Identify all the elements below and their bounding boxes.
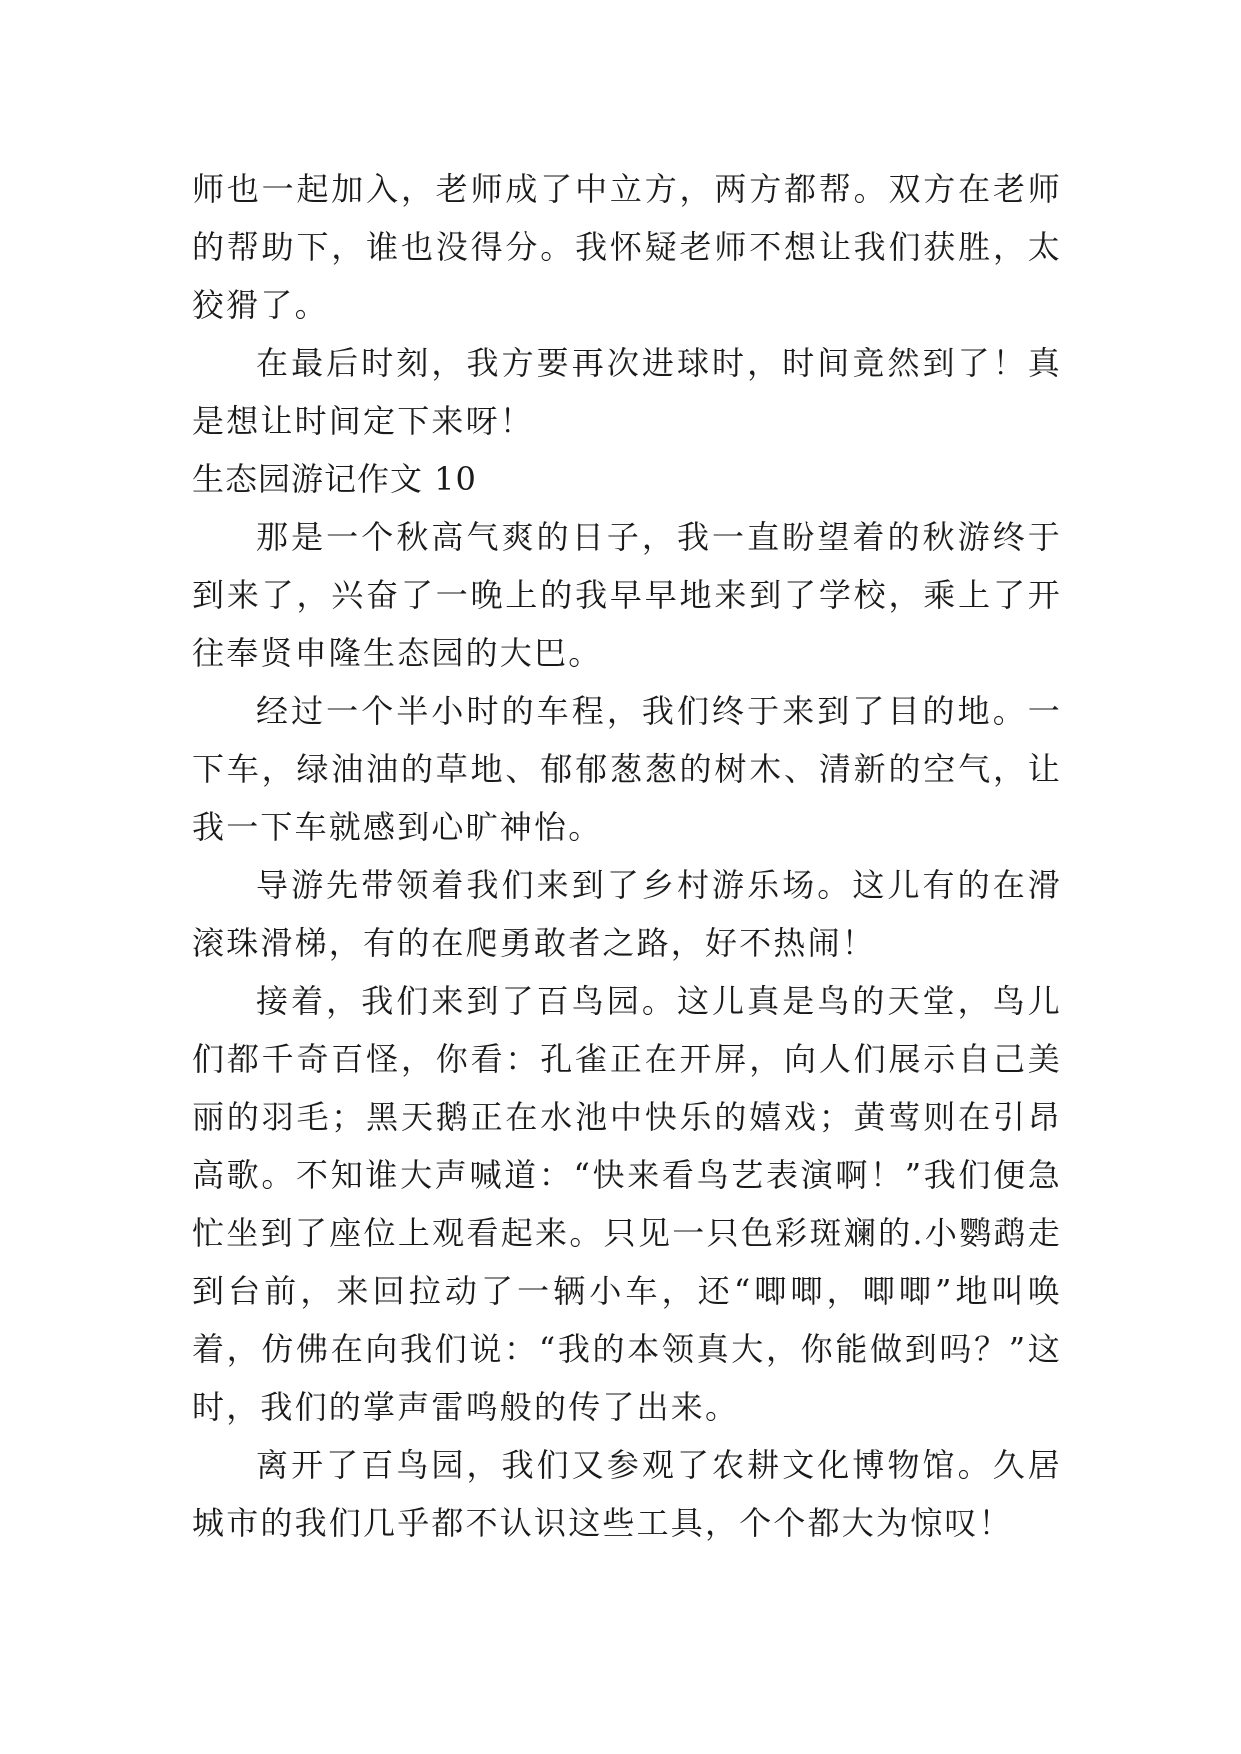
paragraph: 离开了百鸟园，我们又参观了农耕文化博物馆。久居城市的我们几乎都不认识这些工具，个个都大为惊叹！ bbox=[192, 1446, 1062, 1542]
paragraph: 经过一个半小时的车程，我们终于来到了目的地。一下车，绿油油的草地、郁郁葱葱的树木、清新的空气，让我一下车就感到心旷神怡。 bbox=[192, 692, 1062, 846]
paragraph: 导游先带领着我们来到了乡村游乐场。这儿有的在滑滚珠滑梯，有的在爬勇敢者之路，好不热闹！ bbox=[192, 866, 1062, 962]
paragraph: 接着，我们来到了百鸟园。这儿真是鸟的天堂，鸟儿们都千奇百怪，你看：孔雀正在开屏，向人们展示自己美丽的羽毛；黑天鹅正在水池中快乐的嬉戏；黄莺则在引昂高歌。不知谁大声喊道：“快来看鸟艺表演啊！”我们便急忙坐到了座位上观看起来。只见一只色彩斑斓的.小鹦鹉走到台前，来回拉动了一辆小车，还“唧唧，唧唧”地叫唤着，仿佛在向我们说：“我的本领真大，你能做到吗？”这时，我们的掌声雷鸣般的传了出来。 bbox=[192, 982, 1062, 1426]
continuation-paragraph: 师也一起加入，老师成了中立方，两方都帮。双方在老师的帮助下，谁也没得分。我怀疑老师不想让我们获胜，太狡猾了。 bbox=[192, 170, 1062, 324]
essay-title: 生态园游记作文 10 bbox=[192, 460, 477, 498]
paragraph: 那是一个秋高气爽的日子，我一直盼望着的秋游终于到来了，兴奋了一晚上的我早早地来到了学校，乘上了开往奉贤申隆生态园的大巴。 bbox=[192, 518, 1062, 672]
paragraph: 在最后时刻，我方要再次进球时，时间竟然到了！真是想让时间定下来呀！ bbox=[192, 344, 1062, 440]
essay-body bbox=[192, 160, 1062, 1552]
